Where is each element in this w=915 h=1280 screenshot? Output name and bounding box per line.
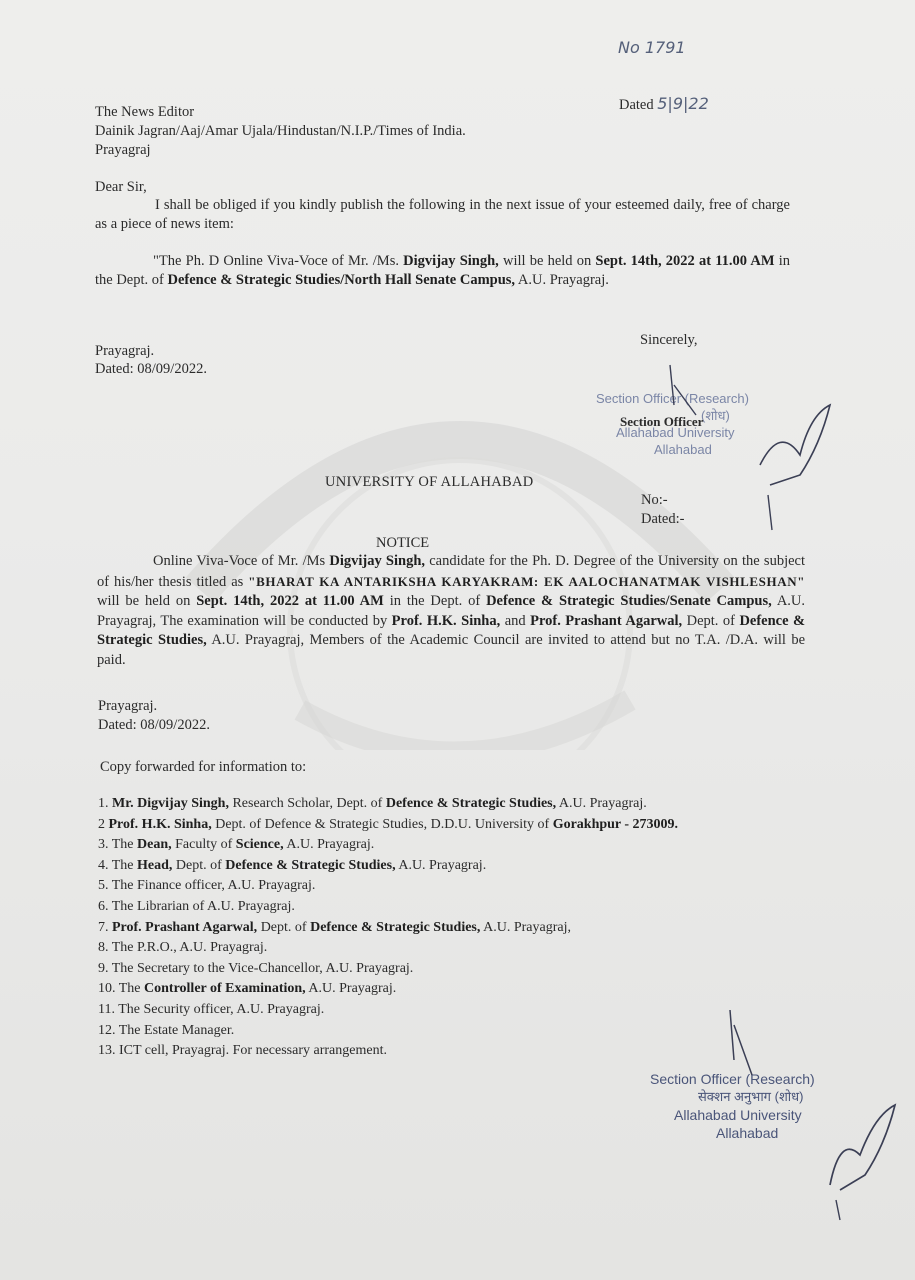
list-item: 1. Mr. Digvijay Singh, Research Scholar, Dept. of Defence & Strategic Studies, A.U. Prayagraj. [98, 796, 647, 811]
addressee-line-2: Dainik Jagran/Aaj/Amar Ujala/Hindustan/N.I.P./Times of India. [95, 123, 466, 139]
list-item: 4. The Head, Dept. of Defence & Strategic Studies, A.U. Prayagraj. [98, 857, 487, 873]
list-item: 12. The Estate Manager. [98, 1022, 235, 1038]
sincerely: Sincerely, [640, 332, 698, 348]
stamp-bottom-line-3: Allahabad University [674, 1107, 802, 1123]
dated-label: Dated:- [641, 511, 685, 527]
university-heading: UNIVERSITY OF ALLAHABAD [325, 474, 534, 490]
dated-2: Dated: 08/09/2022. [98, 717, 210, 733]
stamp-top-line-4: Allahabad [654, 442, 712, 457]
notice-paragraph: Online Viva-Voce of Mr. /Ms Digvijay Singh, candidate for the Ph. D. Degree of the University on the subject of his/her thesis titled as "BHARAT KA ANTARIKSHA KARYAKRAM: EK AALOCHANATMAK VISHLESHAN" will be held on Sept. 14th, 2022 at 11.00 AM in the Dept. of Defence & Strategic Studies/Senate Campus, A.U. Prayagraj, The examination will be conducted by Prof. H.K. Sinha, and Prof. Prashant Agarwal, Dept. of Defence & Strategic Studies, A.U. Prayagraj, Members of the Academic Council are invited to attend but no T.A. /D.A. will be paid. [97, 553, 806, 668]
stamp-top-line-2: (शोध) [701, 408, 730, 423]
stamp-bottom-line-1: Section Officer (Research) [650, 1071, 815, 1087]
news-item-paragraph: "The Ph. D Online Viva-Voce of Mr. /Ms. Digvijay Singh, will be held on Sept. 14th, 2022 at 11.00 AM in the Dept. of Defence & Strategic Studies/North Hall Senate Campus, A.U. Prayagraj. [95, 253, 791, 288]
stamp-top-line-1: Section Officer (Research) [596, 391, 749, 406]
copy-list [98, 794, 678, 1062]
list-item: 6. The Librarian of A.U. Prayagraj. [98, 898, 295, 914]
signature-bottom [690, 1005, 910, 1225]
addressee-line-1: The News Editor [95, 104, 195, 120]
document-number: No 1791 [618, 38, 686, 57]
dated-top: Dated 5|9|22 [619, 94, 709, 113]
request-paragraph: I shall be obliged if you kindly publish the following in the next issue of your esteemed daily, free of charge as a piece of news item: [95, 197, 790, 232]
stamp-bottom-line-4: Allahabad [716, 1125, 779, 1141]
place-2: Prayagraj. [98, 698, 158, 714]
list-item: 2 Prof. H.K. Sinha, Dept. of Defence & Strategic Studies, D.D.U. University of Gorakhpur - 273009. [98, 816, 679, 832]
dated-1: Dated: 08/09/2022. [95, 361, 207, 377]
signature-top [650, 355, 850, 535]
addressee-block [95, 103, 466, 160]
addressee-line-3: Prayagraj [95, 142, 151, 158]
section-officer-label: Section Officer [620, 414, 704, 429]
list-item: 8. The P.R.O., A.U. Prayagraj. [98, 940, 268, 956]
stamp-top-line-3: Allahabad University [616, 425, 735, 440]
list-item: 10. The Controller of Examination, A.U. Prayagraj. [98, 981, 397, 997]
list-item: 7. Prof. Prashant Agarwal, Dept. of Defence & Strategic Studies, A.U. Prayagraj, [98, 919, 571, 935]
list-item: 9. The Secretary to the Vice-Chancellor, A.U. Prayagraj. [98, 960, 414, 976]
place-1: Prayagraj. [95, 343, 155, 359]
notice-title: NOTICE [376, 535, 430, 551]
salutation: Dear Sir, [95, 179, 147, 195]
stamp-bottom-line-2: सेक्शन अनुभाग (शोध) [698, 1089, 804, 1104]
copy-heading: Copy forwarded for information to: [100, 759, 307, 775]
list-item: 13. ICT cell, Prayagraj. For necessary arrangement. [98, 1043, 387, 1059]
no-label: No:- [641, 492, 668, 508]
list-item: 5. The Finance officer, A.U. Prayagraj. [98, 878, 316, 894]
list-item: 3. The Dean, Faculty of Science, A.U. Prayagraj. [98, 837, 375, 853]
list-item: 11. The Security officer, A.U. Prayagraj. [98, 1001, 325, 1017]
